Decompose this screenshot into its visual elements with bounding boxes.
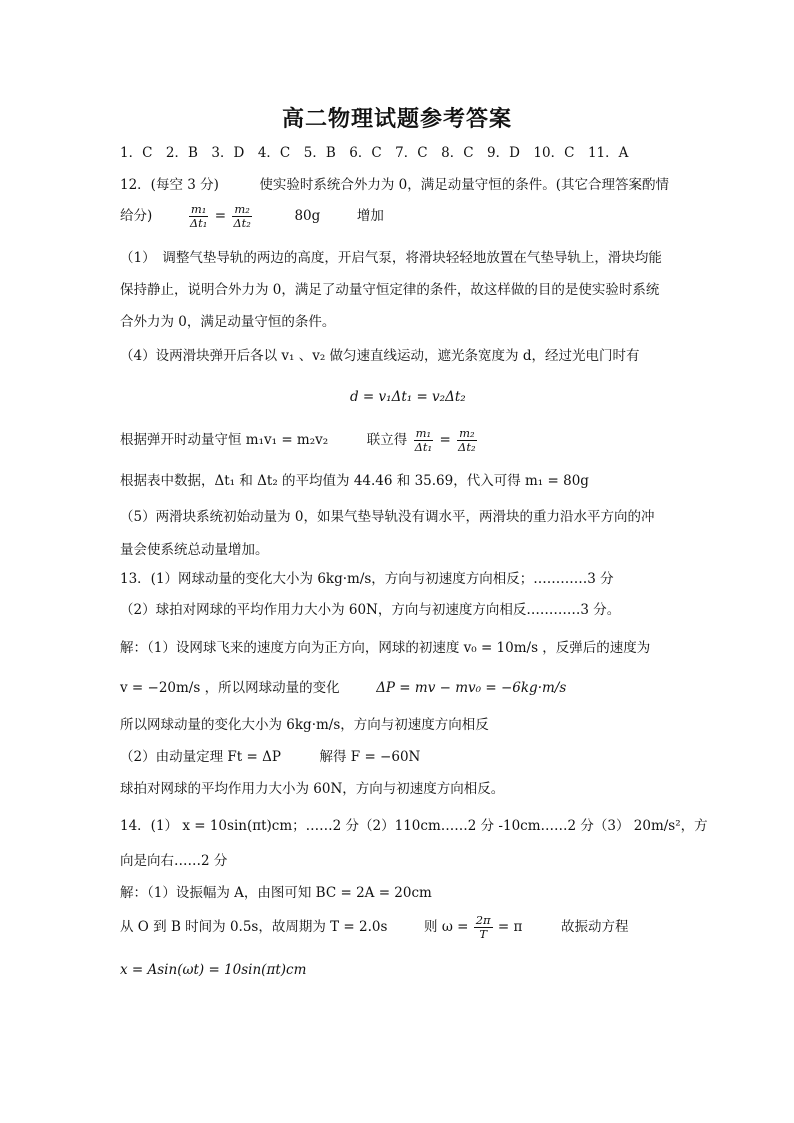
q12-answers-line: [120, 203, 384, 230]
q14-solution-line-1: 解：（1）设振幅为 A，由图可知 BC = 2A = 20cm: [120, 885, 432, 901]
q13-answer-2: （2）球拍对网球的平均作用力大小为 60N，方向与初速度方向相反…………3 分。: [120, 602, 621, 618]
q13-solution-line-5: 球拍对网球的平均作用力大小为 60N，方向与初速度方向相反。: [120, 781, 505, 797]
fraction-denominator: Δt₁: [189, 216, 208, 230]
fraction-2pi-over-t: [474, 914, 493, 941]
q13-solution-line-2: [120, 678, 566, 698]
q14-answer-line-1: 14．(1） x = 10sin(πt)cm；……2 分（2）110cm……2 分 -10cm……2 分（3） 20m/s²，方: [120, 818, 708, 834]
answer-mass: 80g: [294, 208, 321, 224]
combine-label: 联立得: [366, 432, 408, 448]
omega-label: 则 ω =: [424, 919, 469, 935]
fraction-denominator: Δt₂: [233, 216, 251, 230]
impulse-theorem: （2）由动量定理 Ft = ΔP: [120, 749, 281, 765]
momentum-conservation: 根据弹开时动量守恒 m₁v₁ = m₂v₂: [120, 432, 329, 448]
multiple-choice-answers: 1．C 2．B 3．D 4．C 5．B 6．C 7．C 8．C 9．D 10．C 11．A: [120, 145, 629, 161]
fraction-numerator: m₂: [459, 426, 475, 440]
period-statement: 从 O 到 B 时间为 0.5s，故周期为 T = 2.0s: [120, 919, 388, 935]
equals-sign: =: [214, 208, 227, 224]
q12-explanation-1-line-3: 合外力为 0，满足动量守恒的条件。: [120, 314, 336, 330]
q13-solution-line-1: 解：（1）设网球飞来的速度方向为正方向，网球的初速度 v₀ = 10m/s ，反弹后的速度为: [120, 640, 651, 656]
equation-label: 故振动方程: [560, 919, 629, 935]
q12-explanation-4-line-1: （4）设两滑块弹开后各以 v₁ 、v₂ 做匀速直线运动，遮光条宽度为 d，经过光电门时有: [120, 348, 640, 364]
q12-explanation-1-line-2: 保持静止，说明合外力为 0，满足了动量守恒定律的条件，故这样做的目的是使实验时系统: [120, 282, 660, 298]
fraction-numerator: 2π: [475, 913, 491, 927]
q12-explanation-5-line-2: 量会使系统总动量增加。: [120, 542, 269, 558]
fraction-m1-dt1: [413, 427, 435, 454]
q12-give-points: 给分): [120, 208, 153, 224]
q12-table-data-line: 根据表中数据，Δt₁ 和 Δt₂ 的平均值为 44.46 和 35.69，代入可得 m₁ = 80g: [120, 473, 589, 489]
fraction-numerator: m₁: [415, 426, 432, 440]
q12-momentum-line: [120, 427, 479, 454]
q12-line-1: 12．(每空 3 分) 使实验时系统合外力为 0，满足动量守恒的条件。(其它合理答案酌情: [120, 177, 670, 193]
force-result: 解得 F = −60N: [319, 749, 421, 765]
q12-explanation-1-line-1: （1） 调整气垫导轨的两边的高度，开启气泵，将滑块轻轻地放置在气垫导轨上，滑块均能: [120, 250, 662, 266]
q14-answer-line-2: 向是向右……2 分: [120, 853, 228, 869]
fraction-numerator: m₂: [234, 202, 250, 216]
momentum-change-equation: ΔP = mv − mv₀ = −6kg·m/s: [376, 680, 567, 696]
fraction-numerator: m₁: [190, 202, 207, 216]
fraction-denominator: Δt₂: [458, 440, 476, 454]
fraction-m2-dt2: [231, 203, 253, 230]
vibration-equation: x = Asin(ωt) = 10sin(πt)cm: [120, 962, 307, 978]
fraction-denominator: T: [479, 927, 487, 941]
page-title: 高二物理试题参考答案: [281, 107, 512, 132]
equals-sign: =: [439, 432, 451, 448]
fraction-denominator: Δt₁: [414, 440, 433, 454]
q14-solution-line-2: [120, 914, 628, 941]
fraction-m1-dt1: [188, 203, 210, 230]
rebound-velocity: v = −20m/s ，所以网球动量的变化: [120, 680, 340, 696]
q13-solution-line-3: 所以网球动量的变化大小为 6kg·m/s，方向与初速度方向相反: [120, 717, 489, 733]
q12-explanation-5-line-1: （5）两滑块系统初始动量为 0，如果气垫导轨没有调水平，两滑块的重力沿水平方向的冲: [120, 509, 655, 525]
q13-answer-1: 13．(1）网球动量的变化大小为 6kg·m/s，方向与初速度方向相反；…………3 分: [120, 571, 614, 587]
fraction-m2-dt2: [456, 427, 478, 454]
q13-solution-line-4: [120, 747, 420, 767]
velocity-equation: d = v₁Δt₁ = v₂Δt₂: [350, 389, 466, 405]
omega-value: = π: [497, 919, 523, 935]
answer-increase: 增加: [356, 208, 384, 224]
